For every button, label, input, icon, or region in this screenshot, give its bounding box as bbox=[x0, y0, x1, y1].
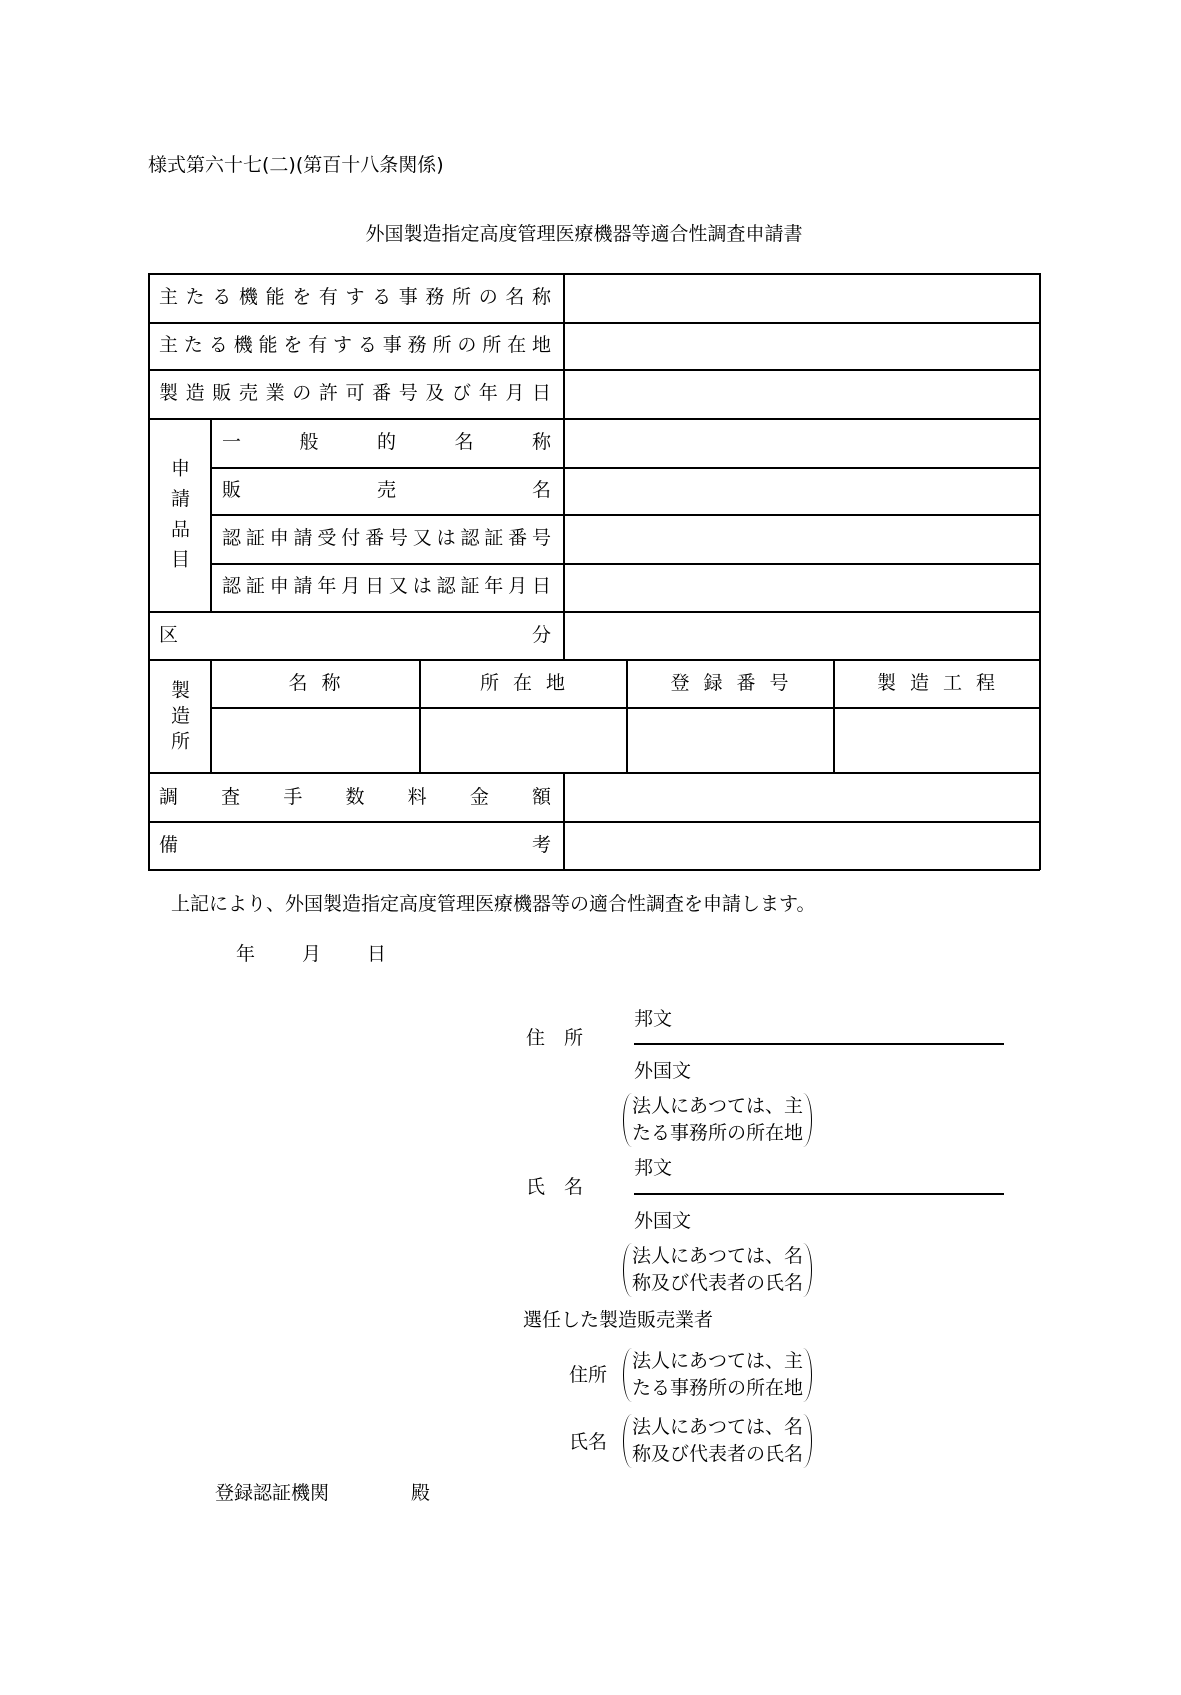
form-number: 様式第六十七(二)(第百十八条関係) bbox=[148, 154, 444, 176]
date-day: 日 bbox=[367, 943, 387, 965]
label-site-group: 製造所 bbox=[168, 680, 190, 750]
applicant-name-note: 法人にあつては、名 称及び代表者の氏名 bbox=[623, 1243, 812, 1297]
label-office-name: 主たる機能を有する事務所の名称 bbox=[159, 286, 551, 308]
applicant-name-foreign: 外国文 bbox=[634, 1210, 692, 1232]
designated-name-note: 法人にあつては、名 称及び代表者の氏名 bbox=[623, 1414, 812, 1468]
designated-name-label: 氏名 bbox=[569, 1431, 608, 1453]
applicant-address-note: 法人にあつては、主 たる事務所の所在地 bbox=[623, 1093, 812, 1147]
applicant-address-foreign: 外国文 bbox=[634, 1060, 692, 1082]
date-month: 月 bbox=[302, 943, 322, 965]
address-signature-line bbox=[634, 1043, 1004, 1045]
site-col-process: 製造工程 bbox=[876, 672, 1009, 694]
designated-address-label: 住所 bbox=[569, 1364, 608, 1386]
applicant-address-label: 住 所 bbox=[526, 1027, 584, 1049]
applicant-name-japanese: 邦文 bbox=[634, 1157, 673, 1179]
label-license: 製造販売業の許可番号及び年月日 bbox=[159, 382, 551, 404]
designated-heading: 選任した製造販売業者 bbox=[523, 1309, 714, 1331]
label-remarks: 備考 bbox=[159, 834, 551, 856]
label-product-group: 申請品目 bbox=[168, 458, 190, 568]
label-cert-date: 認証申請年月日又は認証年月日 bbox=[222, 575, 551, 597]
designated-address-note: 法人にあつては、主 たる事務所の所在地 bbox=[623, 1348, 812, 1402]
statement: 上記により、外国製造指定高度管理医療機器等の適合性調査を申請します。 bbox=[171, 893, 816, 915]
addressee-honorific: 殿 bbox=[411, 1482, 431, 1504]
site-col-name: 名称 bbox=[288, 672, 355, 694]
site-col-address: 所在地 bbox=[479, 672, 579, 694]
applicant-address-japanese: 邦文 bbox=[634, 1008, 673, 1030]
label-generic-name: 一般的名称 bbox=[222, 431, 551, 453]
site-col-reg-number: 登録番号 bbox=[670, 672, 803, 694]
date-year: 年 bbox=[236, 943, 256, 965]
addressee-body: 登録認証機関 bbox=[215, 1482, 330, 1504]
applicant-name-label: 氏 名 bbox=[526, 1176, 584, 1198]
label-category: 区分 bbox=[159, 624, 551, 646]
label-office-address: 主たる機能を有する事務所の所在地 bbox=[159, 334, 551, 356]
name-signature-line bbox=[634, 1193, 1004, 1195]
label-brand-name: 販売名 bbox=[222, 479, 551, 501]
label-cert-number: 認証申請受付番号又は認証番号 bbox=[222, 527, 551, 549]
label-fee: 調査手数料金額 bbox=[159, 786, 551, 808]
form-title: 外国製造指定高度管理医療機器等適合性調査申請書 bbox=[365, 223, 803, 245]
